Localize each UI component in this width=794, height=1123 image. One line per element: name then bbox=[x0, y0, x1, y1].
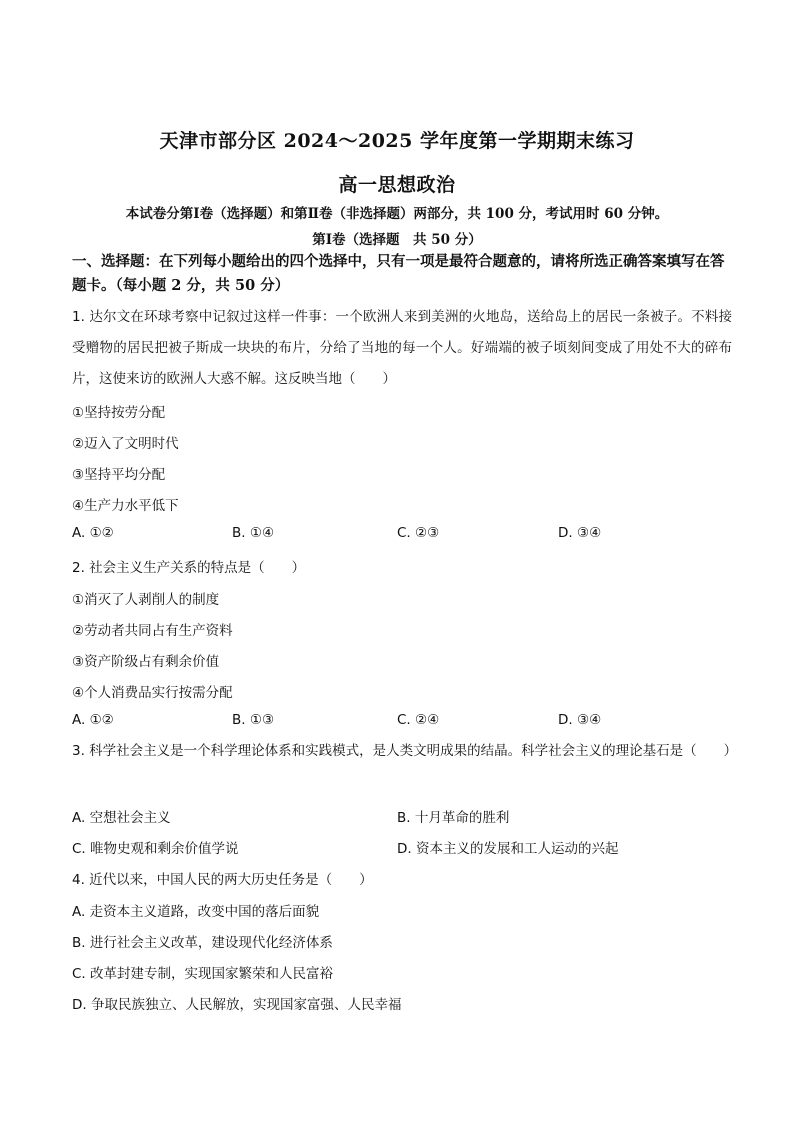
question-2-option-b[interactable]: B. ①③ bbox=[232, 712, 275, 728]
question-3-option-a[interactable]: A. 空想社会主义 bbox=[72, 810, 171, 826]
question-4-option-b[interactable]: B. 进行社会主义改革，建设现代化经济体系 bbox=[72, 935, 333, 951]
question-3-option-b[interactable]: B. 十月革命的胜利 bbox=[397, 810, 510, 826]
question-1-item-1: ①坚持按劳分配 bbox=[72, 405, 166, 421]
question-1-option-d[interactable]: D. ③④ bbox=[558, 525, 602, 541]
question-1-item-4: ④生产力水平低下 bbox=[72, 498, 179, 514]
question-2-item-3: ③资产阶级占有剩余价值 bbox=[72, 654, 220, 670]
question-2-item-1: ①消灭了人剥削人的制度 bbox=[72, 592, 220, 608]
question-2-option-a[interactable]: A. ①② bbox=[72, 712, 114, 728]
question-2-item-4: ④个人消费品实行按需分配 bbox=[72, 685, 233, 701]
part-title: 第Ⅰ卷（选择题 共 50 分） bbox=[312, 232, 482, 248]
question-4-option-d[interactable]: D. 争取民族独立、人民解放，实现国家富强、人民幸福 bbox=[72, 997, 402, 1013]
question-1-item-2: ②迈入了文明时代 bbox=[72, 436, 179, 452]
question-1-item-3: ③坚持平均分配 bbox=[72, 467, 166, 483]
question-2-item-2: ②劳动者共同占有生产资料 bbox=[72, 623, 233, 639]
question-1-stem: 1. 达尔文在环球考察中记叙过这样一件事：一个欧洲人来到美洲的火地岛，送给岛上的居民一条被子。不料接受赠物的居民把被子斯成一块块的布片，分给了当地的每一个人。好端端的被子顷刻间变成了用处不大的碎布片，这使来访的欧洲人大惑不解。这反映当地（ ） bbox=[72, 309, 732, 387]
question-3-option-d[interactable]: D. 资本主义的发展和工人运动的兴起 bbox=[397, 841, 619, 857]
question-2-stem: 2. 社会主义生产关系的特点是（ ） bbox=[72, 560, 306, 576]
exam-subject: 高一思想政治 bbox=[338, 174, 456, 196]
question-2-option-c[interactable]: C. ②④ bbox=[397, 712, 440, 728]
question-4-option-c[interactable]: C. 改革封建专制，实现国家繁荣和人民富裕 bbox=[72, 966, 334, 982]
exam-instructions: 本试卷分第Ⅰ卷（选择题）和第Ⅱ卷（非选择题）两部分，共 100 分，考试用时 60 分钟。 bbox=[125, 206, 669, 222]
question-2-option-d[interactable]: D. ③④ bbox=[558, 712, 602, 728]
section-heading: 一、选择题：在下列每小题给出的四个选择中，只有一项是最符合题意的，请将所选正确答案填写在答题卡。（每小题 2 分，共 50 分） bbox=[72, 253, 725, 294]
question-4-stem: 4. 近代以来，中国人民的两大历史任务是（ ） bbox=[72, 872, 373, 888]
question-1-option-c[interactable]: C. ②③ bbox=[397, 525, 440, 541]
question-4-option-a[interactable]: A. 走资本主义道路，改变中国的落后面貌 bbox=[72, 904, 320, 920]
question-1-option-a[interactable]: A. ①② bbox=[72, 525, 114, 541]
exam-title: 天津市部分区 2024～2025 学年度第一学期期末练习 bbox=[159, 130, 635, 152]
question-3-stem: 3. 科学社会主义是一个科学理论体系和实践模式，是人类文明成果的结晶。科学社会主义的理论基石是（ ） bbox=[72, 743, 738, 759]
question-3-option-c[interactable]: C. 唯物史观和剩余价值学说 bbox=[72, 841, 239, 857]
question-1-option-b[interactable]: B. ①④ bbox=[232, 525, 275, 541]
